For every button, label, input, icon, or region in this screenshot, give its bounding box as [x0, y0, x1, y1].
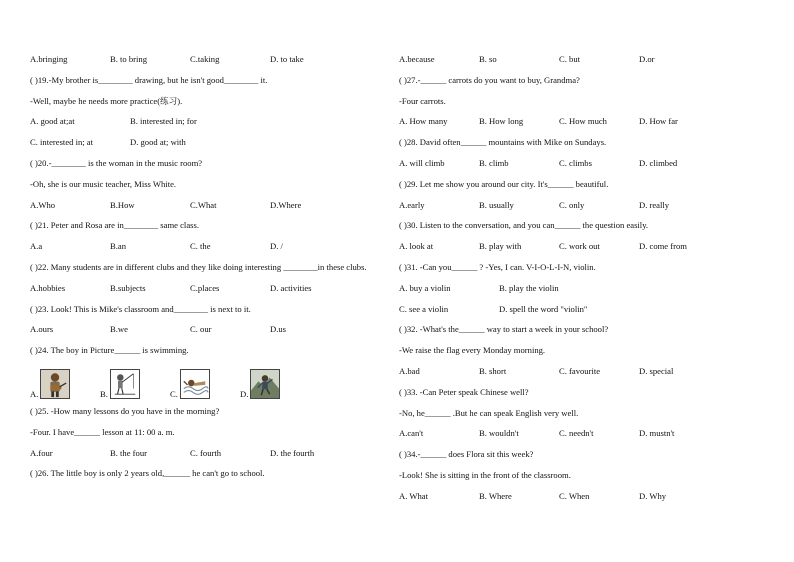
answer-options [399, 361, 759, 382]
answer-option: A.bad [399, 365, 420, 376]
answer-option: D.Where [270, 199, 302, 210]
picture-image [110, 369, 140, 399]
answer-options [30, 236, 390, 257]
question-line: ( )19.-My brother is________ drawing, but he isn't good________ it. [30, 74, 268, 85]
answer-option: D. Why [639, 490, 667, 501]
answer-option: B. the four [110, 447, 147, 458]
picture-option [100, 369, 170, 399]
answer-option: C. work out [559, 241, 600, 252]
answer-options [399, 236, 759, 257]
answer-options [30, 319, 390, 340]
question-line: ( )21. Peter and Rosa are in________ same class. [30, 220, 199, 231]
answer-option: D. to take [270, 54, 304, 64]
picture-options [30, 363, 390, 399]
answer-option: C.places [190, 282, 220, 293]
answer-option: A. buy a violin [399, 282, 451, 293]
answer-option: A. will climb [399, 157, 445, 168]
answer-option: B. play with [479, 241, 522, 252]
answer-option: B.subjects [110, 282, 146, 293]
answer-option: C. but [559, 54, 581, 64]
answer-options [399, 278, 759, 299]
answer-option: B.an [110, 241, 126, 252]
answer-option: A.four [30, 447, 53, 458]
question-line: -Look! She is sitting in the front of the classroom. [399, 469, 571, 480]
answer-option: C.What [190, 199, 217, 210]
left-column [30, 49, 390, 484]
answer-option: B. usually [479, 199, 514, 210]
answer-options [399, 153, 759, 174]
answer-option: A.because [399, 54, 435, 64]
answer-option: C. When [559, 490, 590, 501]
picture-option-letter: C. [170, 388, 178, 399]
question-line: ( )33. -Can Peter speak Chinese well? [399, 386, 529, 397]
picture-option-letter: B. [100, 388, 108, 399]
answer-options [399, 486, 759, 507]
answer-options [30, 132, 390, 153]
picture-image [40, 369, 70, 399]
question-line: ( )31. -Can you______ ? -Yes, I can. V-I-O-L-I-N, violin. [399, 261, 596, 272]
answer-option: B. short [479, 365, 507, 376]
answer-option: A.can't [399, 428, 424, 439]
answer-option: D. special [639, 365, 674, 376]
question-line: ( )25. -How many lessons do you have in the morning? [30, 405, 220, 416]
answer-option: B. play the violin [499, 282, 559, 293]
picture-option-letter: A. [30, 388, 39, 399]
answer-option: C. fourth [190, 447, 222, 458]
answer-option: A.ours [30, 324, 54, 335]
answer-option: D. How far [639, 116, 678, 127]
answer-options [30, 111, 390, 132]
question-line: -Four carrots. [399, 95, 446, 106]
question-line: ( )34.-______ does Flora sit this week? [399, 449, 534, 460]
answer-option: D.us [270, 324, 286, 335]
question-line: ( )32. -What's the______ way to start a week in your school? [399, 324, 609, 335]
answer-options [30, 278, 390, 299]
question-line: ( )29. Let me show you around our city. It's______ beautiful. [399, 178, 609, 189]
answer-option: C. see a violin [399, 303, 449, 314]
question-line: -No, he______ .But he can speak English very well. [399, 407, 579, 418]
answer-option: B.we [110, 324, 128, 335]
answer-options [30, 49, 390, 70]
answer-option: D. spell the word "violin" [499, 303, 588, 314]
question-line: -Well, maybe he needs more practice(练习). [30, 95, 183, 106]
answer-option: D.or [639, 54, 655, 64]
answer-option: B. How long [479, 116, 524, 127]
question-line: ( )26. The little boy is only 2 years old,______ he can't go to school. [30, 468, 265, 479]
answer-option: C. How much [559, 116, 607, 127]
answer-option: D. climbed [639, 157, 678, 168]
answer-option: B. climb [479, 157, 509, 168]
answer-option: C. needn't [559, 428, 594, 439]
answer-option: A. good at;at [30, 116, 75, 127]
answer-options [399, 299, 759, 320]
answer-option: A.a [30, 241, 43, 252]
answer-option: B. so [479, 54, 497, 64]
picture-image [250, 369, 280, 399]
picture-image [180, 369, 210, 399]
answer-option: A. look at [399, 241, 434, 252]
question-line: ( )23. Look! This is Mike's classroom and________ is next to it. [30, 303, 251, 314]
answer-options [30, 195, 390, 216]
answer-option: D. good at; with [130, 137, 186, 148]
answer-option: B. interested in; for [130, 116, 197, 127]
answer-option: A.bringing [30, 54, 68, 64]
answer-option: B.How [110, 199, 135, 210]
question-line: ( )20.-________ is the woman in the music room? [30, 157, 203, 168]
question-line: ( )24. The boy in Picture______ is swimming. [30, 345, 189, 356]
answer-option: D. really [639, 199, 670, 210]
answer-option: D. the fourth [270, 447, 315, 458]
answer-options [399, 49, 759, 70]
answer-option: D. activities [270, 282, 312, 293]
answer-option: C. our [190, 324, 212, 335]
answer-option: C. favourite [559, 365, 601, 376]
answer-option: B. to bring [110, 54, 148, 64]
picture-option [30, 369, 100, 399]
question-line: ( )22. Many students are in different clubs and they like doing interesting ________in these clubs. [30, 261, 367, 272]
answer-option: A. What [399, 490, 428, 501]
right-column [399, 49, 759, 507]
answer-option: C. the [190, 241, 211, 252]
answer-option: B. wouldn't [479, 428, 519, 439]
question-line: ( )30. Listen to the conversation, and you can______ the question easily. [399, 220, 649, 231]
answer-option: B. Where [479, 490, 512, 501]
question-line: -We raise the flag every Monday morning. [399, 345, 546, 356]
answer-options [399, 195, 759, 216]
picture-option [170, 369, 240, 399]
answer-option: C. only [559, 199, 585, 210]
answer-options [399, 423, 759, 444]
answer-option: D. / [270, 241, 283, 252]
question-line: -Four. I have______ lesson at 11: 00 a. m. [30, 426, 175, 437]
answer-option: A.early [399, 199, 425, 210]
picture-option [240, 369, 310, 399]
answer-option: A.Who [30, 199, 56, 210]
answer-option: D. mustn't [639, 428, 675, 439]
question-line: -Oh, she is our music teacher, Miss White. [30, 178, 177, 189]
answer-option: D. come from [639, 241, 687, 252]
answer-options [30, 443, 390, 464]
answer-option: A. How many [399, 116, 448, 127]
picture-option-letter: D. [240, 388, 249, 399]
question-line: ( )28. David often______ mountains with Mike on Sundays. [399, 137, 607, 148]
answer-option: C. interested in; at [30, 137, 94, 148]
answer-option: C. climbs [559, 157, 592, 168]
answer-options [399, 111, 759, 132]
answer-option: A.hobbies [30, 282, 66, 293]
question-line: ( )27.-______ carrots do you want to buy, Grandma? [399, 74, 580, 85]
answer-option: C.taking [190, 54, 220, 64]
